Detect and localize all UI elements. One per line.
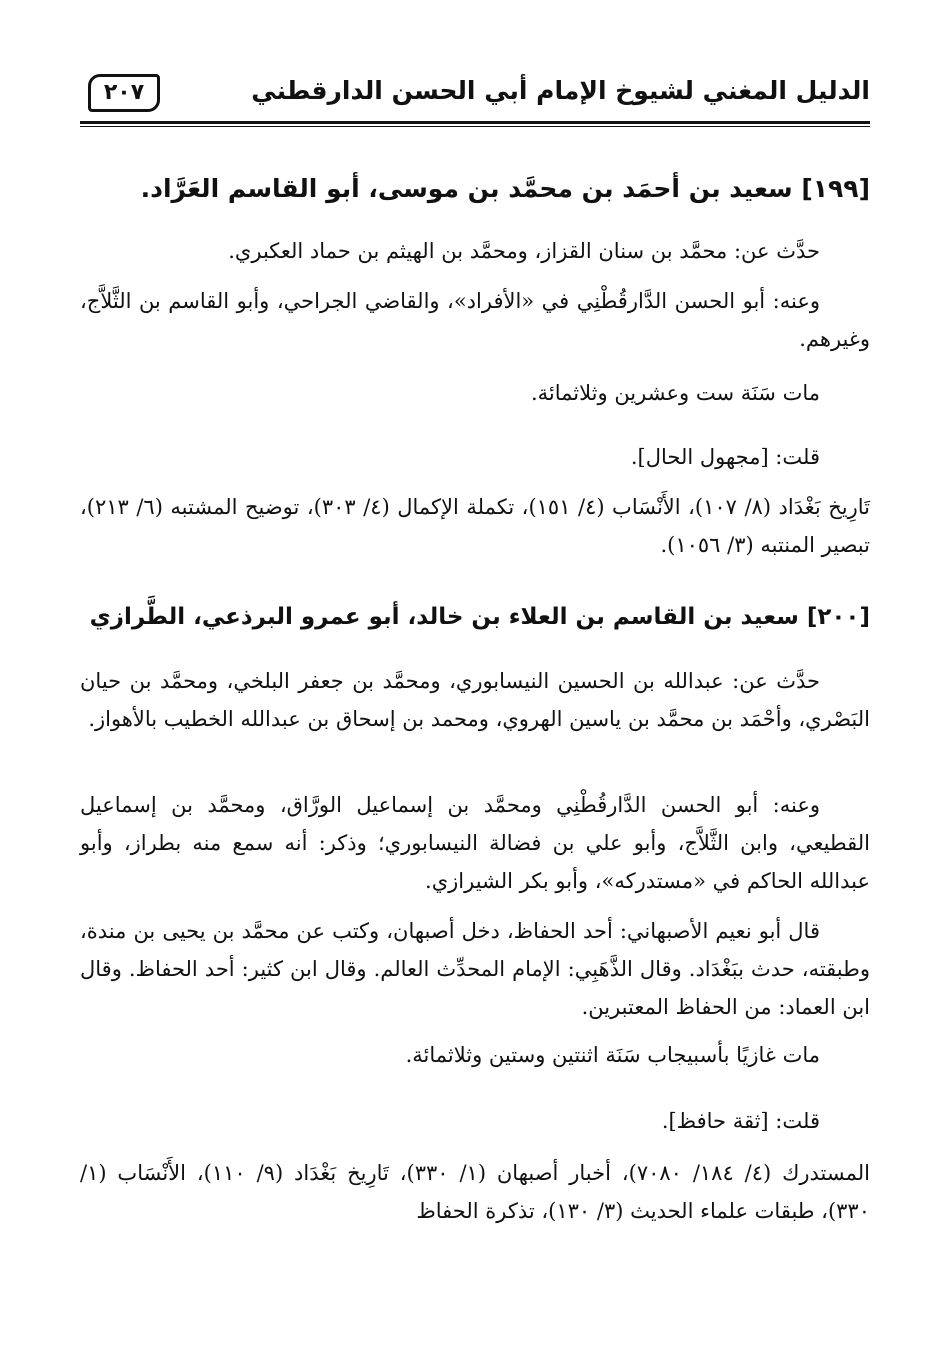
entry-verdict [80,1102,820,1140]
verdict-text: قلت: [مجهول الحال]. [630,445,820,469]
header-rule [80,121,870,124]
students-text: وعنه: أبو الحسن الدَّارقُطْنِي في «الأفراد»، والقاضي الجراحي، وأبو القاسم بن الثَّلاَّج، وغيرهم. [80,289,870,351]
entry-sources [80,488,870,564]
running-title: الدليل المغني لشيوخ الإمام أبي الحسن الدارقطني [251,76,870,105]
students-text: وعنه: أبو الحسن الدَّارقُطْنِي ومحمَّد بن إسماعيل الورَّاق، ومحمَّد بن إسماعيل القطيعي، وابن الثَّلاَّج، وأبو علي بن فضالة النيسابوري؛ وذكر: أنه سمع منه بطراز، وأبو عبدالله الحاكم في «مستدركه»، وأبو بكر الشيرازي. [80,793,870,893]
sayings-text: قال أبو نعيم الأصبهاني: أحد الحفاظ، دخل أصبهان، وكتب عن محمَّد بن يحيى بن مندة، وطبقته، حدث ببَغْدَاد. وقال الذَّهَبِي: الإمام المحدِّث العالم. وقال ابن كثير: أحد الحفاظ. وقال ابن العماد: من الحفاظ المعتبرين. [80,919,870,1019]
entry-sources [80,1154,870,1230]
entry-death [80,1036,820,1074]
entry-death [80,374,820,412]
page-number: ٢٠٧ [88,74,160,112]
sources-text: تَارِيخ بَغْدَاد (٨/ ١٠٧)، الأَنْسَاب (٤/ ١٥١)، تكملة الإكمال (٤/ ٣٠٣)، توضيح المشتبه (٦/ ٢١٣)، تبصير المنتبه (٣/ ١٠٥٦). [80,495,870,557]
entry-title-text: [١٩٩] سعيد بن أحمَد بن محمَّد بن موسى، أبو القاسم العَرَّاد. [140,174,870,203]
entry-haddath [80,662,870,738]
verdict-text: قلت: [ثقة حافظ]. [661,1109,820,1133]
page-header [80,60,870,120]
entry-verdict [80,438,820,476]
death-text: مات غازيًا بأسبيجاب سَنَة اثنتين وستين وثلاثمائة. [405,1043,820,1067]
entry-haddath [80,232,820,270]
entry-students [80,786,870,900]
entry-title-text: [٢٠٠] سعيد بن القاسم بن العلاء بن خالد، أبو عمرو البرذعي، الطَّرازي [89,604,870,630]
entry-title [80,600,870,634]
death-text: مات سَنَة ست وعشرين وثلاثمائة. [530,381,820,405]
haddath-text: حدَّث عن: محمَّد بن سنان القزاز، ومحمَّد بن الهيثم بن حماد العكبري. [228,239,820,263]
header-rule-thin [80,126,870,127]
document-page [80,60,870,1320]
entry-students [80,282,870,358]
sources-text: المستدرك (٤/ ١٨٤/ ٧٠٨٠)، أخبار أصبهان (١/ ٣٣٠)، تَارِيخ بَغْدَاد (٩/ ١١٠)، الأَنْسَاب (١/ ٣٣٠)، طبقات علماء الحديث (٣/ ١٣٠)، تذكرة الحفاظ [80,1161,870,1223]
entry-sayings [80,912,870,1026]
entry-title [80,172,870,206]
haddath-text: حدَّث عن: عبدالله بن الحسين النيسابوري، ومحمَّد بن جعفر البلخي، ومحمَّد بن حيان البَصْري، وأحْمَد بن محمَّد بن ياسين الهروي، ومحمد بن إسحاق بن عبدالله الخطيب بالأهواز. [80,669,870,731]
